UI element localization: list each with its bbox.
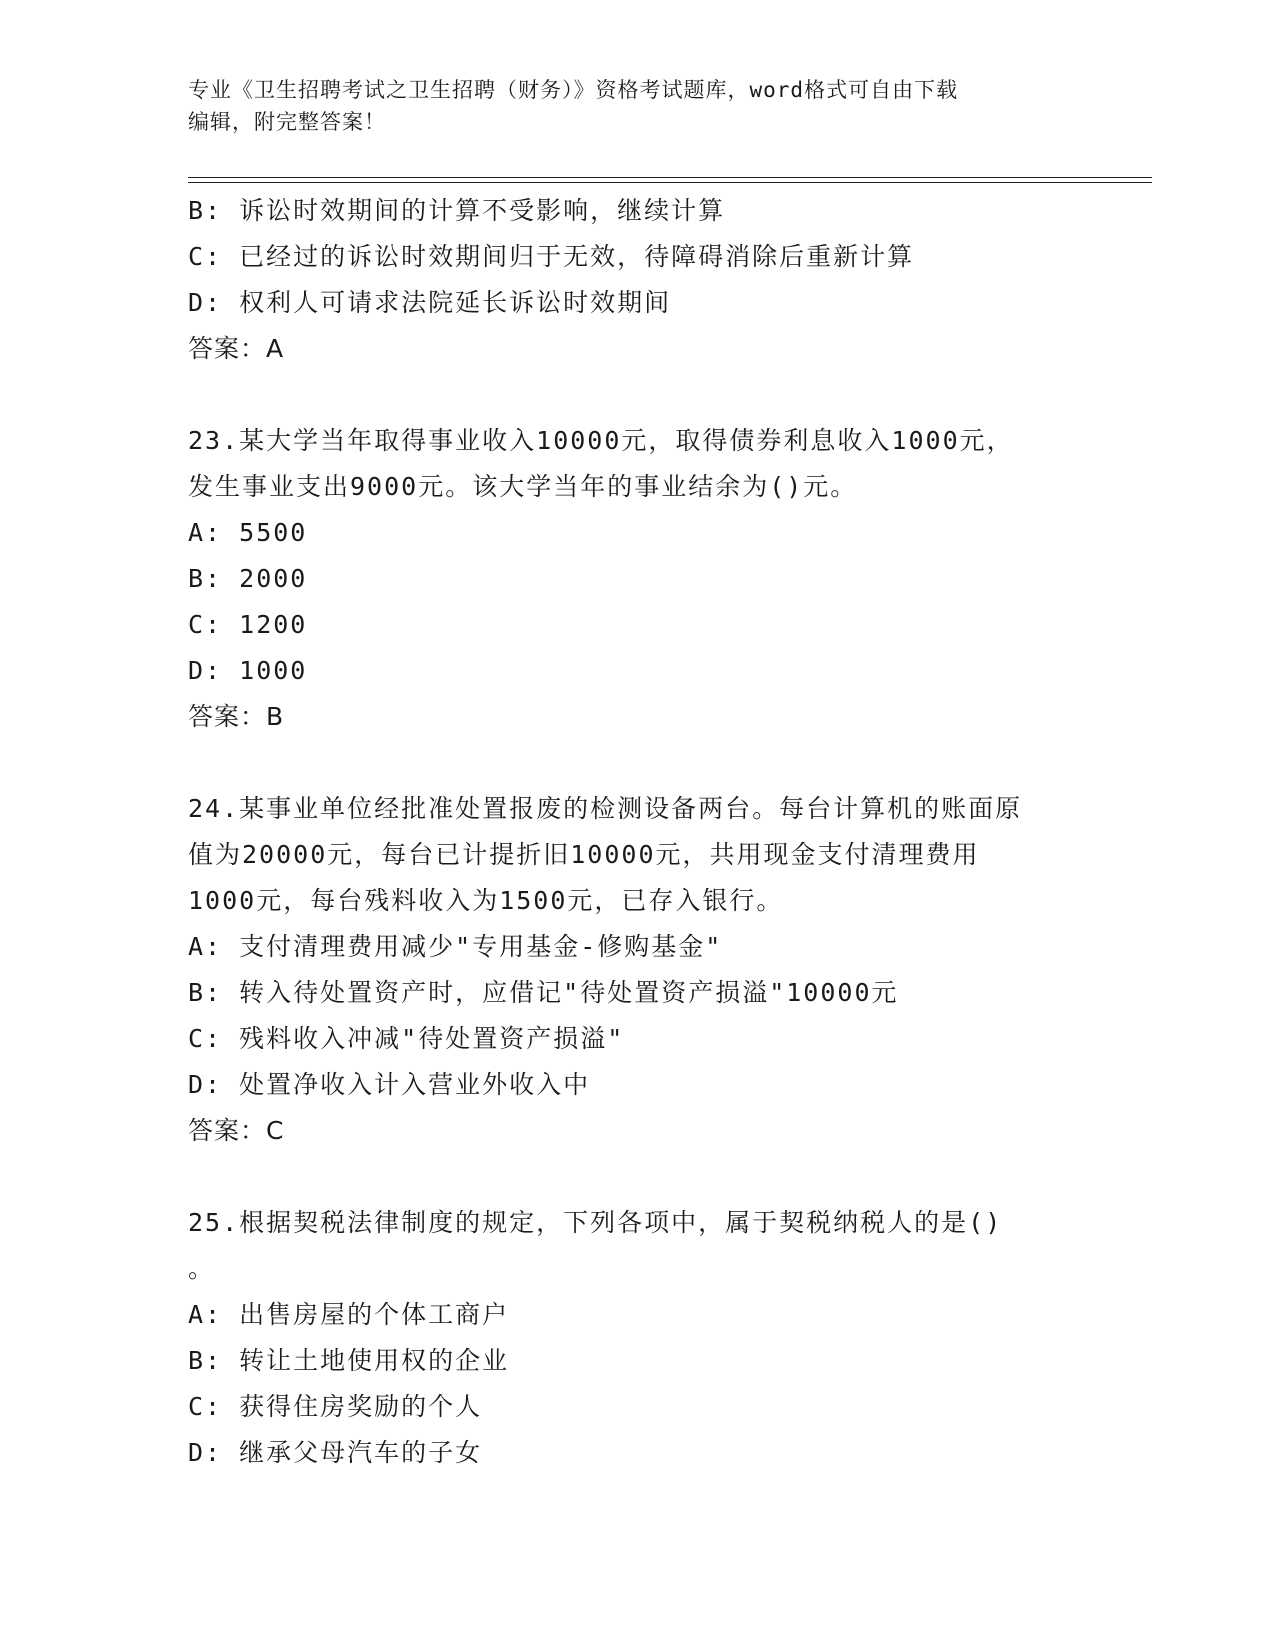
question-24	[188, 786, 1088, 1154]
question-stem-line: 1000元，每台残料收入为1500元，已存入银行。	[188, 886, 784, 915]
option-a: A: 出售房屋的个体工商户	[188, 1300, 510, 1329]
option-c: C: 获得住房奖励的个人	[188, 1392, 483, 1421]
option-c: C: 1200	[188, 610, 308, 639]
question-stem-line: 值为20000元，每台已计提折旧10000元，共用现金支付清理费用	[188, 840, 980, 869]
option-b: B: 诉讼时效期间的计算不受影响，继续计算	[188, 196, 726, 225]
question-stem-line: 。	[188, 1254, 216, 1283]
question-22-continued	[188, 188, 1088, 372]
option-b: B: 转让土地使用权的企业	[188, 1346, 510, 1375]
question-list	[188, 188, 1088, 1476]
question-stem-line: 25.根据契税法律制度的规定，下列各项中，属于契税纳税人的是()	[188, 1208, 1003, 1237]
header-divider-top	[188, 177, 1152, 178]
option-a: A: 支付清理费用减少"专用基金-修购基金"	[188, 932, 723, 961]
option-d: D: 处置净收入计入营业外收入中	[188, 1070, 591, 1099]
question-stem-line: 发生事业支出9000元。该大学当年的事业结余为()元。	[188, 472, 858, 501]
header-divider-bottom	[188, 182, 1152, 183]
option-b: B: 2000	[188, 564, 308, 593]
option-d: D: 1000	[188, 656, 308, 685]
option-b: B: 转入待处置资产时，应借记"待处置资产损溢"10000元	[188, 978, 899, 1007]
question-23	[188, 418, 1088, 740]
question-stem-line: 23.某大学当年取得事业收入10000元，取得债券利息收入1000元，	[188, 426, 1014, 455]
option-a: A: 5500	[188, 518, 308, 547]
option-c: C: 残料收入冲减"待处置资产损溢"	[188, 1024, 625, 1053]
header-line-2: 编辑，附完整答案！	[188, 110, 386, 134]
answer-label: 答案：C	[188, 1116, 285, 1145]
document-header	[188, 74, 1088, 138]
option-d: D: 权利人可请求法院延长诉讼时效期间	[188, 288, 672, 317]
option-d: D: 继承父母汽车的子女	[188, 1438, 483, 1467]
question-stem-line: 24.某事业单位经批准处置报废的检测设备两台。每台计算机的账面原	[188, 794, 1023, 823]
header-line-1: 专业《卫生招聘考试之卫生招聘（财务）》资格考试题库，word格式可自由下载	[188, 78, 959, 102]
question-25	[188, 1200, 1088, 1476]
option-c: C: 已经过的诉讼时效期间归于无效，待障碍消除后重新计算	[188, 242, 915, 271]
answer-label: 答案：A	[188, 334, 285, 363]
answer-label: 答案：B	[188, 702, 285, 731]
